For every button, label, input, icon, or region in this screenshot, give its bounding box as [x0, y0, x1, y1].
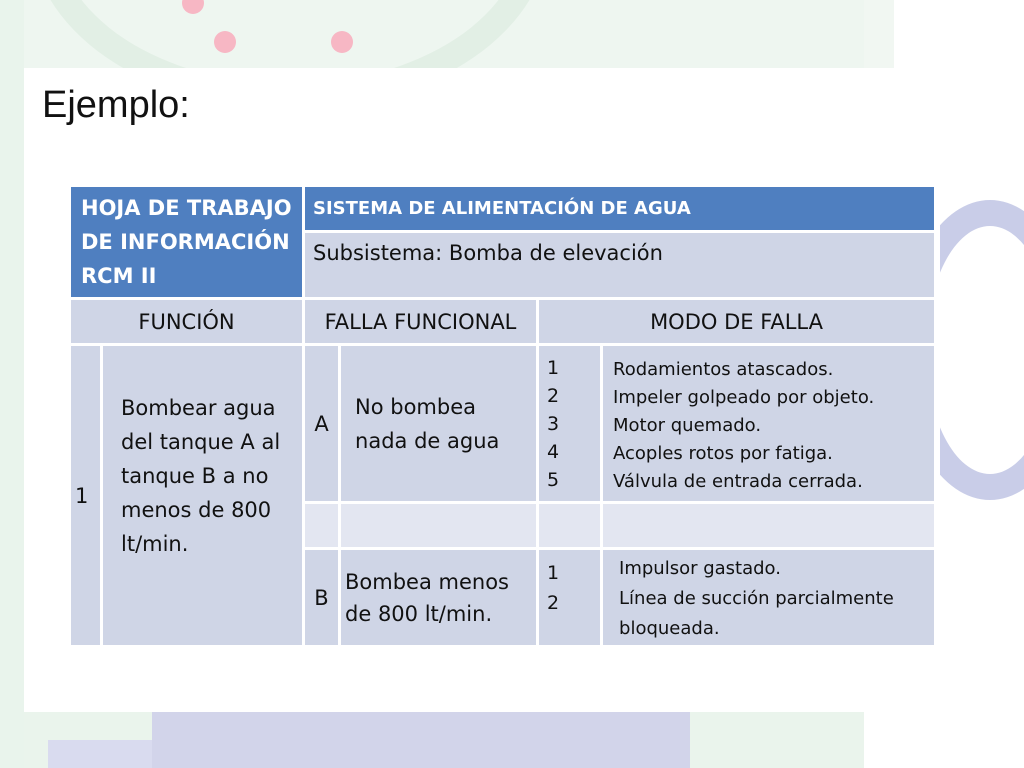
failure-mode-list [602, 345, 936, 503]
failure-mode: Impulsor gastado. [619, 558, 781, 579]
mode-number: 4 [547, 441, 560, 463]
failure-mode: Motor quemado. [613, 415, 762, 436]
mode-number: 1 [547, 562, 560, 584]
background-dot [331, 31, 353, 53]
column-header-function: FUNCIÓN [70, 299, 304, 345]
spacer-cell [538, 503, 602, 549]
failure-mode-list [602, 549, 936, 647]
mode-number: 5 [547, 469, 560, 491]
failure-mode-numbers [538, 345, 602, 503]
spacer-cell [602, 503, 936, 549]
failure-mode: Línea de succión parcialmente bloqueada. [619, 588, 894, 639]
failure-mode-numbers [538, 549, 602, 647]
mode-number: 2 [547, 592, 560, 614]
mode-number: 2 [547, 385, 560, 407]
spacer-cell [340, 503, 538, 549]
column-header-failure-mode: MODO DE FALLA [538, 299, 936, 345]
mode-number: 1 [547, 357, 560, 379]
background-bottom-block [152, 712, 690, 768]
failure-mode: Válvula de entrada cerrada. [613, 471, 863, 492]
worksheet-header-line: HOJA DE TRABAJO [81, 196, 292, 220]
system-header: SISTEMA DE ALIMENTACIÓN DE AGUA [304, 186, 936, 232]
failure-description: Bombea menos de 800 lt/min. [340, 549, 538, 647]
worksheet-header-line: DE INFORMACIÓN [81, 230, 290, 254]
mode-number: 3 [547, 413, 560, 435]
failure-letter: A [304, 345, 340, 503]
background-bottom-block [48, 740, 152, 768]
background-right-strip [864, 0, 894, 68]
worksheet-header [70, 186, 304, 299]
column-header-functional-failure: FALLA FUNCIONAL [304, 299, 538, 345]
slide-title: Ejemplo: [42, 84, 190, 126]
subsystem-label: Subsistema: Bomba de elevación [304, 232, 936, 299]
function-number: 1 [70, 345, 102, 647]
background-left-strip [0, 0, 24, 768]
failure-letter: B [304, 549, 340, 647]
spacer-cell [304, 503, 340, 549]
rcm-worksheet-table [68, 184, 937, 648]
failure-mode: Rodamientos atascados. [613, 359, 834, 380]
function-description: Bombear agua del tanque A al tanque B a no menos de 800 lt/min. [102, 345, 304, 647]
background-dot [214, 31, 236, 53]
failure-mode: Impeler golpeado por objeto. [613, 387, 875, 408]
failure-description: No bombea nada de agua [340, 345, 538, 503]
failure-mode: Acoples rotos por fatiga. [613, 443, 833, 464]
worksheet-header-line: RCM II [81, 264, 157, 288]
